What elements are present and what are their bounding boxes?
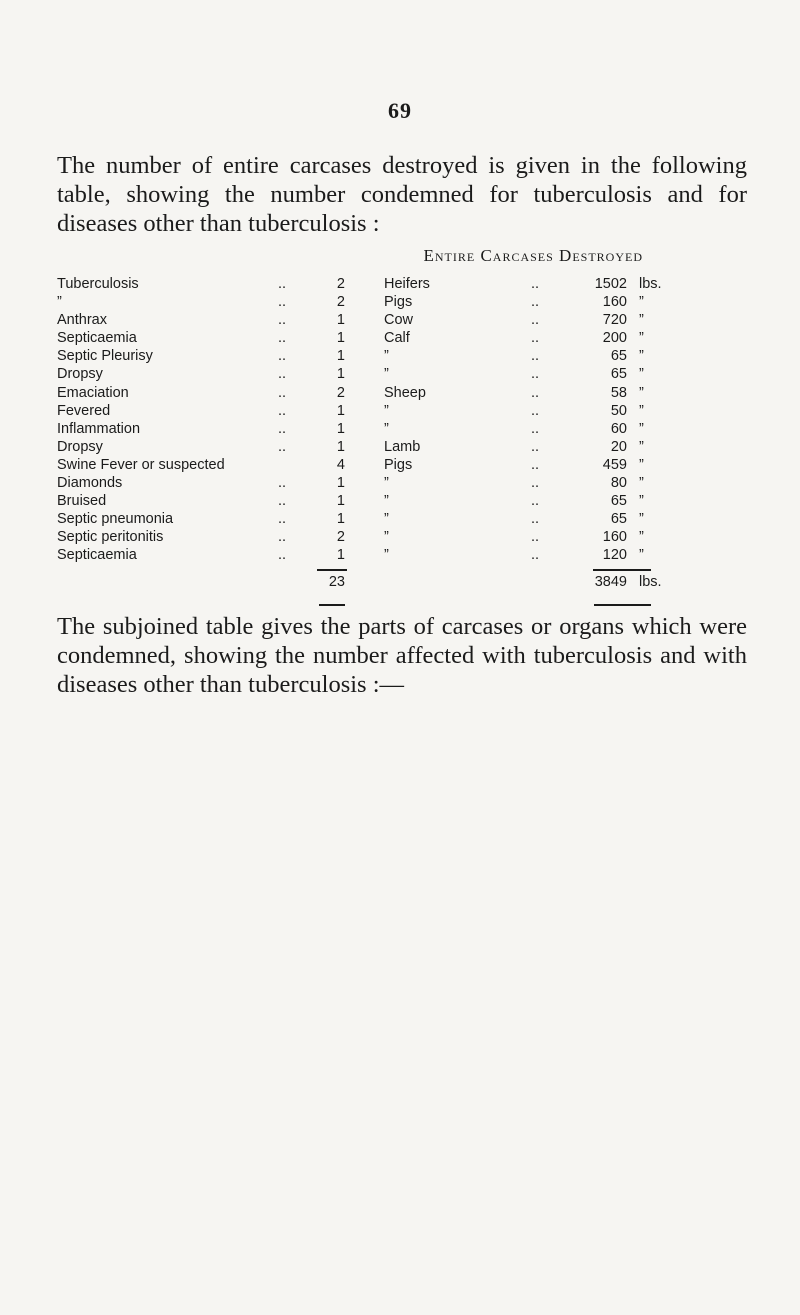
leader-dots: .. (531, 420, 540, 437)
condition-cell: Bruised (57, 493, 107, 510)
table-row (57, 510, 757, 528)
table-row (57, 438, 757, 456)
leader-dots: .. (531, 276, 540, 292)
table-row (57, 546, 757, 564)
leader-dots: .. (531, 475, 540, 492)
table-row (57, 329, 757, 347)
number-cell: 2 (336, 294, 345, 311)
number-cell: 2 (336, 276, 345, 292)
number-column-top-rule (317, 569, 347, 571)
animal-cell: ” (384, 475, 389, 492)
table-row (57, 420, 757, 438)
unit-cell: ” (639, 366, 644, 383)
animal-cell: ” (384, 547, 389, 564)
table-row (57, 528, 757, 546)
weight-cell: 160 (602, 529, 627, 546)
condition-cell: Diamonds (57, 475, 123, 492)
number-cell: 1 (336, 511, 345, 528)
weight-cell: 80 (610, 475, 627, 492)
animal-cell: ” (384, 420, 389, 437)
leader-dots: .. (531, 384, 540, 401)
unit-cell: ” (639, 529, 644, 546)
table-row (57, 456, 757, 474)
unit-cell: ” (639, 493, 644, 510)
total-weight: 3849 (594, 574, 627, 590)
animal-cell: Cow (384, 312, 414, 329)
table-row (57, 347, 757, 365)
number-cell: 1 (336, 420, 345, 437)
weight-cell: 50 (610, 402, 627, 419)
weight-cell: 65 (610, 348, 627, 365)
leader-dots: .. (531, 511, 540, 528)
weight-cell: 58 (610, 384, 627, 401)
animal-cell: Sheep (384, 384, 426, 401)
leader-dots: .. (278, 475, 287, 492)
leader-dots: .. (278, 312, 287, 329)
weight-column-top-rule (593, 569, 651, 571)
unit-cell: ” (639, 438, 644, 455)
leader-dots: .. (278, 402, 287, 419)
leader-dots: .. (531, 402, 540, 419)
unit-cell: ” (639, 511, 644, 528)
table-row (57, 402, 757, 420)
condition-cell: Dropsy (57, 366, 103, 383)
number-cell: 1 (336, 312, 345, 329)
leader-dots: .. (278, 547, 287, 564)
condition-cell: Emaciation (57, 384, 129, 401)
unit-cell: ” (639, 312, 644, 329)
weight-cell: 720 (602, 312, 627, 329)
number-cell: 1 (336, 475, 345, 492)
leader-dots: .. (278, 366, 287, 383)
weight-cell: 65 (610, 493, 627, 510)
animal-cell: ” (384, 511, 389, 528)
condition-cell: Inflammation (57, 420, 141, 437)
weight-cell: 459 (602, 456, 627, 473)
animal-cell: Pigs (384, 294, 413, 311)
leader-dots: .. (278, 529, 287, 546)
unit-cell: ” (639, 420, 644, 437)
page-number: 69 (388, 98, 412, 123)
weight-cell: 160 (602, 294, 627, 311)
leader-dots: .. (278, 384, 287, 401)
leader-dots: .. (531, 366, 540, 383)
number-cell: 4 (336, 456, 345, 473)
condition-cell: Anthrax (57, 312, 107, 329)
leader-dots: .. (531, 438, 540, 455)
weight-column-bottom-rule (594, 604, 651, 606)
condition-cell: Septic Pleurisy (57, 348, 153, 365)
leader-dots: .. (531, 330, 540, 347)
condition-cell: Tuberculosis (57, 276, 139, 292)
carcases-table (57, 275, 757, 565)
leader-dots: .. (278, 330, 287, 347)
number-cell: 1 (336, 547, 345, 564)
table-row (57, 474, 757, 492)
weight-cell: 200 (602, 330, 627, 347)
table-row (57, 275, 757, 293)
condition-cell: ” (57, 294, 62, 311)
condition-cell: Septic pneumonia (57, 511, 174, 528)
condition-cell: Septic peritonitis (57, 529, 164, 546)
leader-dots: .. (531, 456, 540, 473)
condition-cell: Dropsy (57, 438, 103, 455)
unit-cell: ” (639, 475, 644, 492)
leader-dots: .. (531, 348, 540, 365)
total-number: 23 (328, 574, 345, 590)
table-title-text: Entire Carcases Destroyed (423, 246, 643, 265)
unit-cell: ” (639, 402, 644, 419)
animal-cell: ” (384, 493, 389, 510)
leader-dots: .. (278, 294, 287, 311)
table-title (0, 246, 643, 266)
number-cell: 1 (336, 402, 345, 419)
animal-cell: Lamb (384, 438, 421, 455)
weight-cell: 120 (602, 547, 627, 564)
condition-cell: Septicaemia (57, 330, 137, 347)
weight-cell: 1502 (594, 276, 627, 292)
total-row (57, 574, 757, 594)
number-cell: 1 (336, 348, 345, 365)
number-cell: 1 (336, 330, 345, 347)
leader-dots: .. (531, 547, 540, 564)
leader-dots: .. (531, 294, 540, 311)
leader-dots: .. (278, 276, 287, 292)
weight-cell: 65 (610, 511, 627, 528)
number-cell: 1 (336, 493, 345, 510)
table-row (57, 365, 757, 383)
condition-cell: Septicaemia (57, 547, 137, 564)
table-row (57, 311, 757, 329)
unit-cell: ” (639, 384, 644, 401)
number-cell: 2 (336, 529, 345, 546)
unit-cell: ” (639, 547, 644, 564)
condition-cell: Fevered (57, 402, 111, 419)
leader-dots: .. (531, 529, 540, 546)
animal-cell: ” (384, 402, 389, 419)
leader-dots: .. (531, 312, 540, 329)
weight-cell: 20 (610, 438, 627, 455)
leader-dots: .. (278, 511, 287, 528)
animal-cell: Calf (384, 330, 410, 347)
unit-cell: ” (639, 294, 644, 311)
leader-dots: .. (531, 493, 540, 510)
leader-dots: .. (278, 420, 287, 437)
animal-cell: ” (384, 529, 389, 546)
table-row (57, 492, 757, 510)
number-cell: 1 (336, 438, 345, 455)
unit-cell: lbs. (639, 276, 662, 292)
unit-cell: ” (639, 330, 644, 347)
leader-dots: .. (278, 438, 287, 455)
number-column-bottom-rule (319, 604, 345, 606)
table-row (57, 293, 757, 311)
condition-cell: Swine Fever or suspected (57, 456, 225, 473)
table-row (57, 384, 757, 402)
number-cell: 2 (336, 384, 345, 401)
animal-cell: ” (384, 366, 389, 383)
unit-cell: ” (639, 348, 644, 365)
total-unit: lbs. (639, 574, 662, 590)
intro-paragraph: The number of entire carcases destroyed is given in the following table, showing the number condemned for tuberculosis and for diseases other than tuberculosis : (57, 152, 747, 237)
weight-cell: 60 (610, 420, 627, 437)
unit-cell: ” (639, 456, 644, 473)
weight-cell: 65 (610, 366, 627, 383)
leader-dots: .. (278, 348, 287, 365)
animal-cell: Pigs (384, 456, 413, 473)
leader-dots: .. (278, 493, 287, 510)
animal-cell: Heifers (384, 276, 430, 292)
number-cell: 1 (336, 366, 345, 383)
animal-cell: ” (384, 348, 389, 365)
closing-paragraph: The subjoined table gives the parts of carcases or organs which were condemned, showing the number affected with tuberculosis and with diseases other than tuberculosis :— (57, 613, 747, 698)
